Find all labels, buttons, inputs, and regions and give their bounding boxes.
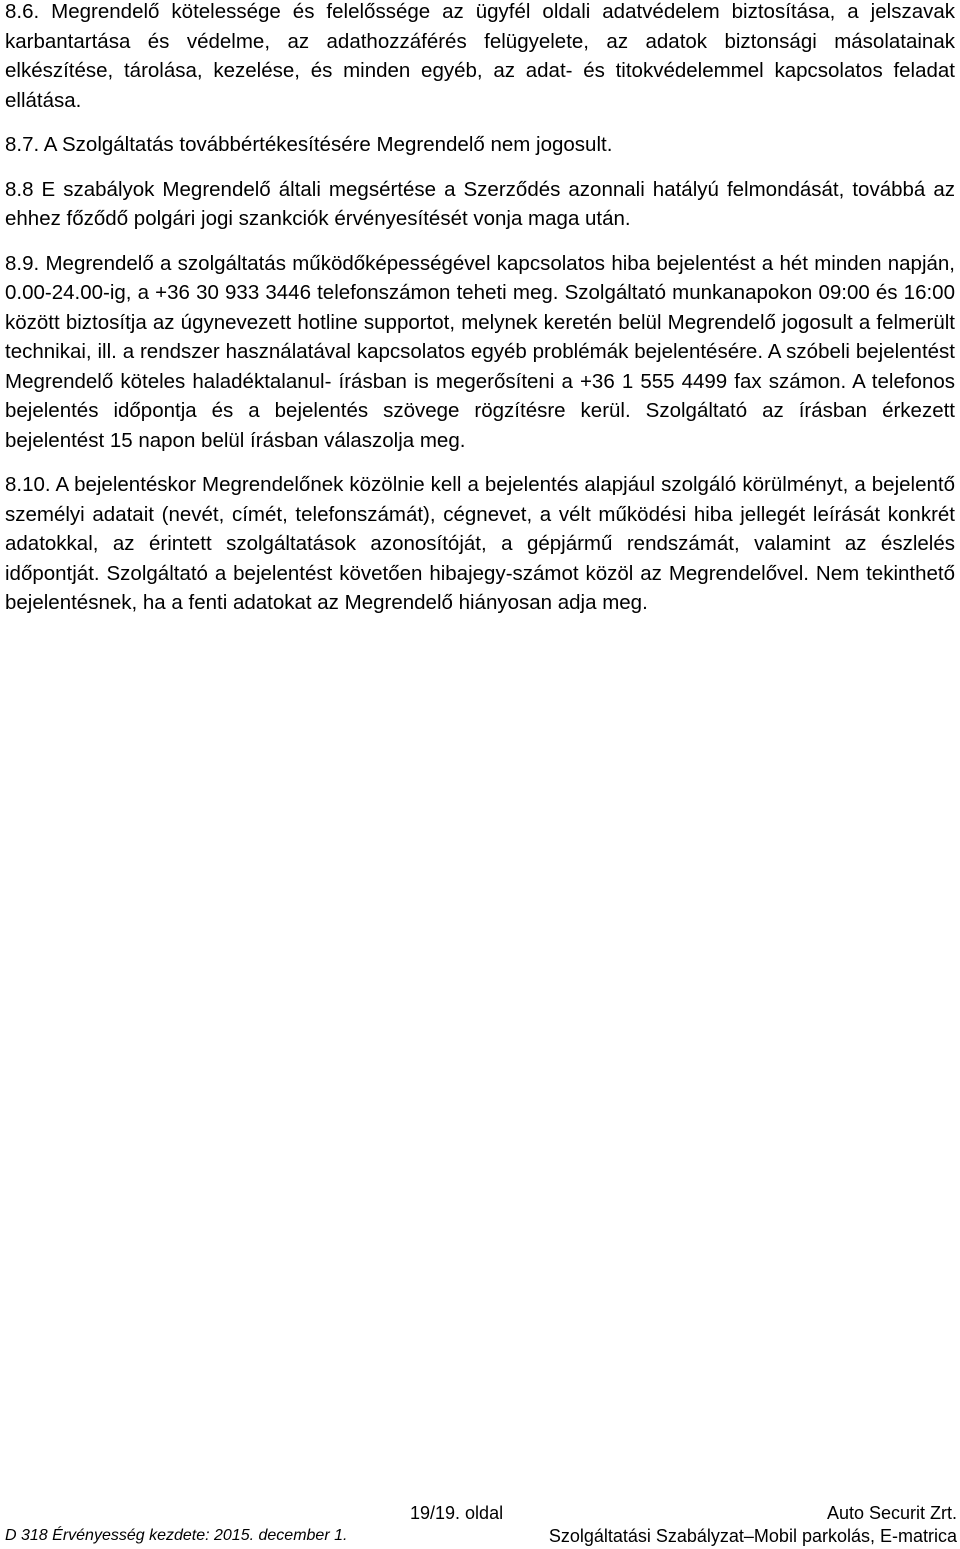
document-title: Szolgáltatási Szabályzat–Mobil parkolás, E-matrica <box>548 1526 957 1546</box>
company-name: Auto Securit Zrt. <box>826 1503 957 1523</box>
paragraph-8-9: 8.9. Megrendelő a szolgáltatás működőképességével kapcsolatos hiba bejelentést a hét minden napján, 0.00-24.00-ig, a +36 30 933 3446 telefonszámon teheti meg. Szolgáltató munkanapokon 09:00 és 16:00 között biztosítja az úgynevezett hotline supportot, melynek keretén belül Megrendelő jogosult a felmerült technikai, ill. a rendszer használatával kapcsolatos egyéb problémák bejelentésére. A szóbeli bejelentést Megrendelő köteles haladéktalanul- írásban is megerősíteni a +36 1 555 4499 fax számon. A telefonos bejelentés időpontja és a bejelentés szövege rögzítésre kerül. Szolgáltató az írásban érkezett bejelentést 15 napon belül írásban válaszolja meg. <box>5 251 955 452</box>
paragraph-8-10: 8.10. A bejelentéskor Megrendelőnek közölnie kell a bejelentés alapjául szolgáló körülményt, a bejelentő személyi adatait (nevét, címét, telefonszámát), cégnevet, a vélt működési hiba jellegét leírását konkrét adatokkal, az érintett szolgáltatások azonosítóját, a gépjármű rendszámát, valamint az észlelés időpontját. Szolgáltató a bejelentést követően hibajegy-számot közöl az Megrendelővel. Nem tekinthető bejelentésnek, ha a fenti adatokat az Megrendelő hiányosan adja meg. <box>5 473 955 614</box>
page-footer <box>0 1502 960 1549</box>
paragraph-8-6: 8.6. Megrendelő kötelessége és felelőssége az ügyfél oldali adatvédelem biztosítása, a jelszavak karbantartása és védelme, az adathozzáférés felügyelete, az adatok biztonsági másolatainak elkészítése, tárolása, kezelése, és minden egyéb, az adat- és titokvédelemmel kapcsolatos feladat ellátása. <box>5 0 955 112</box>
paragraph-8-7: 8.7. A Szolgáltatás továbbértékesítésére Megrendelő nem jogosult. <box>5 133 613 156</box>
page-number: 19/19. oldal <box>410 1503 504 1523</box>
document-body <box>5 0 955 618</box>
validity-date: D 318 Érvényesség kezdete: 2015. december 1. <box>5 1527 348 1544</box>
paragraph-8-8: 8.8 E szabályok Megrendelő általi megsértése a Szerződés azonnali hatályú felmondását, továbbá az ehhez főződő polgári jogi szankciók érvényesítését vonja maga után. <box>5 177 955 230</box>
